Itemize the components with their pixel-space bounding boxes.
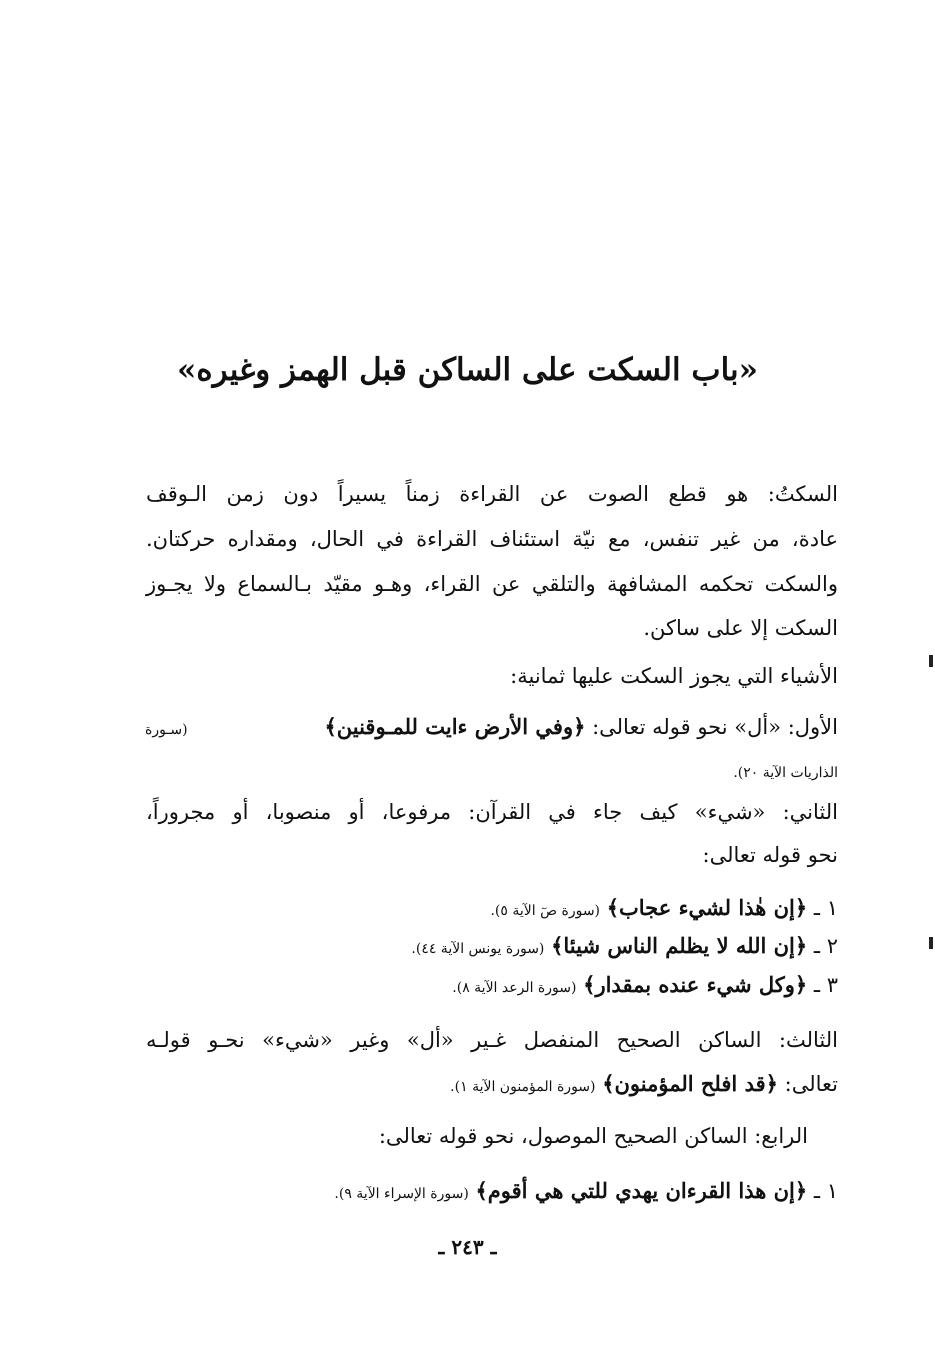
list-item-quote: ﴿وكل شيء عنده بمقدار﴾: [583, 972, 808, 997]
list-item-quote: ﴿إن هٰذا لشيء عجاب﴾: [606, 895, 808, 920]
first-item-line: [324, 714, 838, 739]
list-item-ref: (سورة يونس الآية ٤٤).: [411, 941, 545, 957]
page-number: ـ ٢٤٣ ـ: [438, 1235, 497, 1259]
list-item-number: ٢ ـ: [813, 934, 838, 958]
first-item-ref-end: الذاريات الآية ٢٠).: [733, 765, 838, 781]
chapter-title: «باب السكت على الساكن قبل الهمز وغيره»: [176, 352, 759, 388]
list-item-number: ١ ـ: [813, 896, 838, 920]
third-item-line-2: [450, 1071, 838, 1096]
intro-line: الأشياء التي يجوز السكت عليها ثمانية:: [510, 664, 838, 688]
second-item-line-2: نحو قوله تعالى:: [702, 843, 838, 867]
definition-line-1: السكتُ: هو قطع الصوت عن القراءة زمناً يسيراً دون زمن الـوقف: [146, 482, 838, 506]
list-item-ref: (سورة الرعد الآية ٨).: [452, 980, 577, 996]
definition-line-3: والسكت تحكمه المشافهة والتلقي عن القراء، وهـو مقيّد بـالسماع ولا يجـوز: [146, 572, 838, 596]
list-item: [411, 933, 838, 958]
edge-mark: [929, 655, 933, 667]
list-item-ref: (سورة صٓ الآية ٥).: [490, 903, 601, 919]
second-item-line-1: الثاني: «شيء» كيف جاء في القرآن: مرفوعا، أو منصوبا، أو مجروراً،: [146, 800, 838, 824]
definition-line-4: السكت إلا على ساكن.: [643, 616, 838, 640]
fourth-item-line: الرابع: الساكن الصحيح الموصول، نحو قوله تعالى:: [378, 1124, 808, 1148]
definition-line-2: عادة، من غير تنفس، مع نيّة استئناف القراءة في الحال، ومقداره حركتان.: [146, 527, 838, 551]
list-item: [490, 895, 838, 920]
edge-mark: [929, 937, 933, 949]
list-item-quote: ﴿إن الله لا يظلم الناس شيئا﴾: [551, 933, 808, 958]
list-item: [334, 1178, 838, 1203]
list-item-ref: (سورة الإسراء الآية ٩).: [334, 1186, 469, 1202]
list-item-number: ١ ـ: [813, 1179, 838, 1203]
third-item-text: تعالى:: [784, 1072, 838, 1096]
list-item-quote: ﴿إن هذا القرءان يهدي للتي هي أقوم﴾: [475, 1178, 808, 1203]
third-item-line-1: الثالث: الساكن الصحيح المنفصل غـير «أل» وغير «شيء» نحـو قولـه: [146, 1028, 838, 1052]
third-item-quote: ﴿قد افلح المؤمنون﴾: [602, 1071, 778, 1096]
first-item-text: الأول: «أل» نحو قوله تعالى:: [592, 715, 838, 739]
third-item-ref: (سورة المؤمنون الآية ١).: [450, 1079, 596, 1095]
first-item-ref-start: (سـورة: [145, 722, 188, 738]
list-item: [452, 972, 838, 997]
list-item-number: ٣ ـ: [813, 973, 838, 997]
first-item-quote: ﴿وفي الأرض ءايت للمـوقنين﴾: [324, 714, 586, 739]
